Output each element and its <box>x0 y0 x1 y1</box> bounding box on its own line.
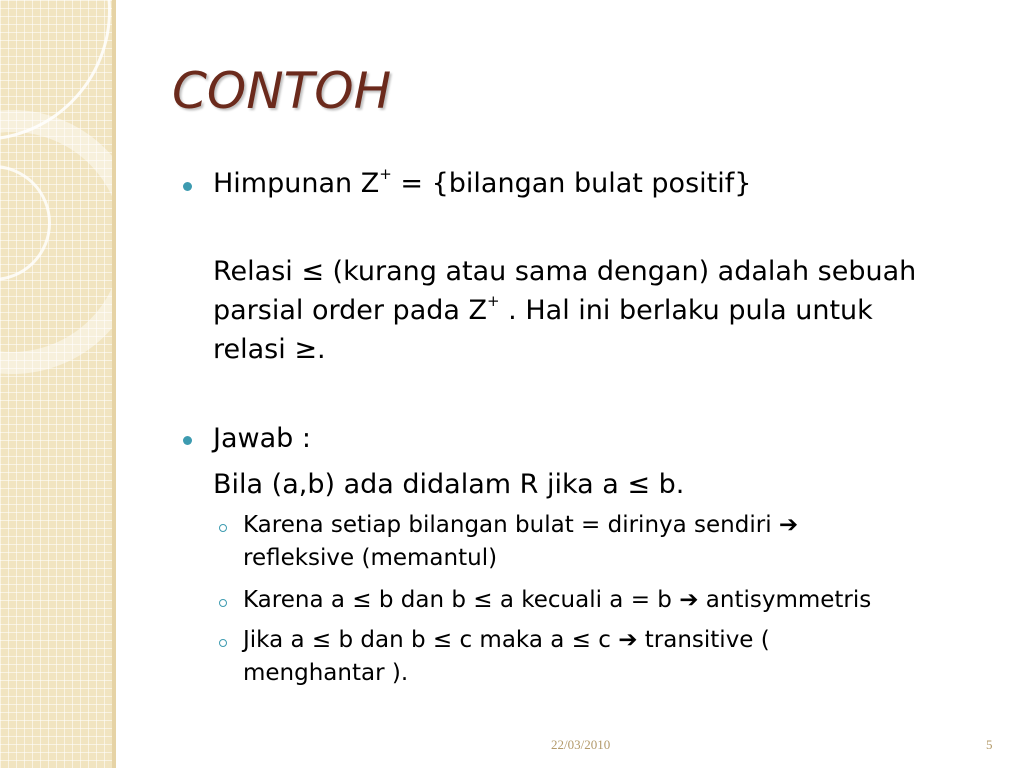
superscript-plus: + <box>487 292 500 310</box>
bullet-icon <box>183 436 192 445</box>
himpunan-text-rest: = {bilangan bulat positif} <box>391 168 752 199</box>
footer-date: 22/03/2010 <box>551 737 611 752</box>
superscript-plus: + <box>379 165 392 183</box>
sub-bullet-icon <box>219 524 227 532</box>
sub-item-1-line-2: refleksive (memantul) <box>243 545 498 571</box>
relasi-line-1: Relasi ≤ (kurang atau sama dengan) adalah sebuah <box>213 256 917 287</box>
slide-title: CONTOH <box>172 62 392 120</box>
bullet-icon <box>183 182 192 191</box>
himpunan-text: Himpunan Z <box>213 168 380 199</box>
relasi-line-3: relasi ≥. <box>213 334 326 365</box>
sub-item-3-line-1: Jika a ≤ b dan b ≤ c maka a ≤ c ➔ transitive ( <box>243 627 770 653</box>
sub-item-1-line-1: Karena setiap bilangan bulat = dirinya sendiri ➔ <box>243 512 799 538</box>
bullet-jawab: Jawab : <box>213 423 311 454</box>
relasi-line-2-a: parsial order pada Z <box>213 295 488 326</box>
bullet-himpunan <box>213 165 752 199</box>
jawab-line-2: Bila (a,b) ada didalam R jika a ≤ b. <box>213 469 685 500</box>
sub-item-3-line-2: menghantar ). <box>243 660 409 686</box>
sub-item-2-line-1: Karena a ≤ b dan b ≤ a kecuali a = b ➔ antisymmetris <box>243 587 872 613</box>
page-number: 5 <box>986 737 993 752</box>
sub-bullet-icon <box>219 599 227 607</box>
sub-bullet-icon <box>219 639 227 647</box>
relasi-line-2 <box>213 292 873 326</box>
relasi-line-2-b: . Hal ini berlaku pula untuk <box>499 295 873 326</box>
